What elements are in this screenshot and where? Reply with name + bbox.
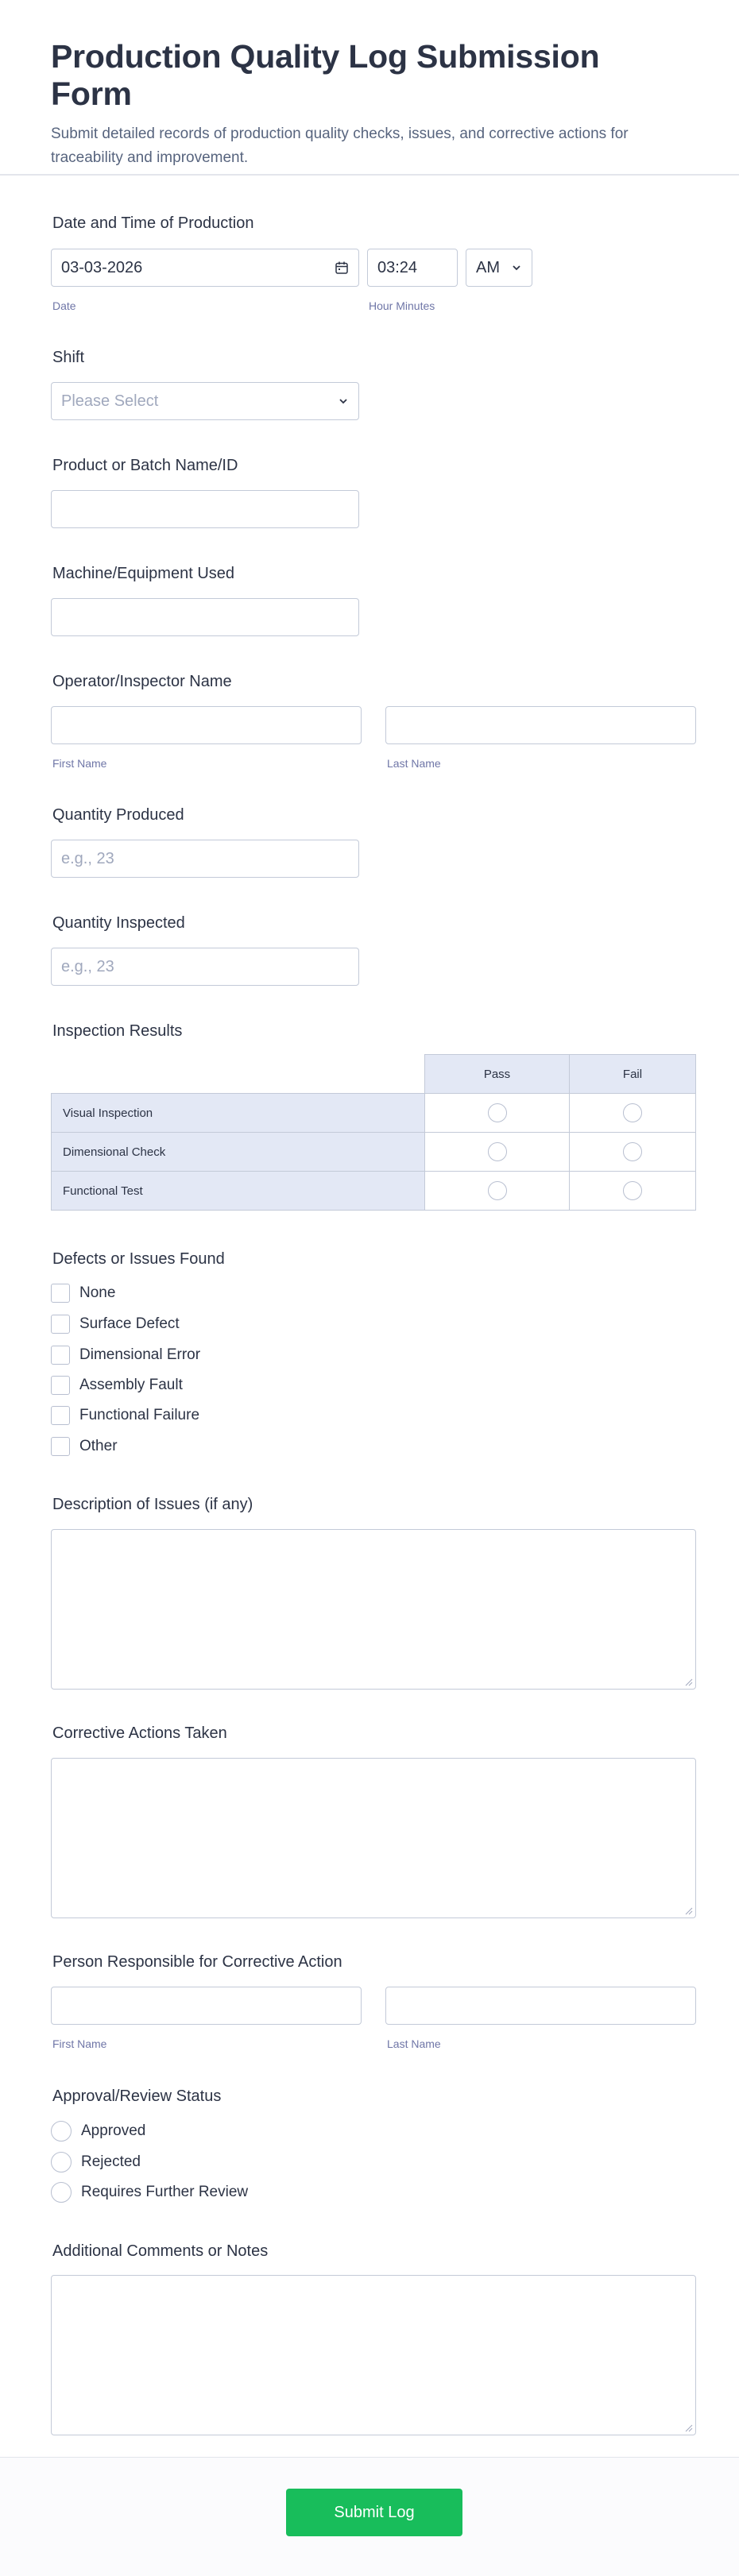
option-label: Requires Further Review — [81, 2184, 249, 2200]
matrix-cell — [424, 1132, 570, 1172]
matrix-row-functional-test: Functional Test — [51, 1171, 425, 1211]
form-header — [0, 0, 739, 176]
radio-button[interactable] — [51, 2182, 72, 2203]
visual-pass-radio[interactable] — [488, 1103, 507, 1122]
operator-first-sublabel: First Name — [52, 757, 107, 770]
responsible-label: Person Responsible for Corrective Action — [52, 1953, 342, 1971]
checkbox[interactable] — [51, 1315, 70, 1334]
product-input[interactable] — [51, 490, 359, 528]
time-sublabel: Hour Minutes — [369, 299, 435, 312]
checkbox[interactable] — [51, 1406, 70, 1425]
dimensional-pass-radio[interactable] — [488, 1142, 507, 1161]
qty-inspected-input[interactable] — [51, 948, 359, 986]
operator-last-name-input[interactable] — [385, 706, 696, 744]
defect-option-assembly[interactable] — [51, 1375, 183, 1396]
qty-inspected-placeholder: e.g., 23 — [61, 957, 114, 975]
responsible-last-sublabel: Last Name — [387, 2037, 441, 2050]
date-input[interactable] — [51, 249, 359, 287]
time-value: 03:24 — [377, 258, 418, 276]
calendar-icon[interactable] — [335, 261, 349, 275]
date-value: 03-03-2026 — [61, 258, 143, 276]
responsible-first-sublabel: First Name — [52, 2037, 107, 2050]
matrix-row-visual-inspection: Visual Inspection — [51, 1093, 425, 1133]
responsible-first-name-input[interactable] — [51, 1987, 362, 2025]
defects-label: Defects or Issues Found — [52, 1250, 225, 1268]
shift-placeholder: Please Select — [61, 392, 159, 410]
option-label: None — [79, 1284, 116, 1301]
time-input[interactable] — [367, 249, 458, 287]
option-label: Surface Defect — [79, 1315, 180, 1332]
description-label: Description of Issues (if any) — [52, 1496, 253, 1513]
resize-grip-icon[interactable] — [685, 2424, 693, 2432]
option-label: Assembly Fault — [79, 1377, 183, 1393]
radio-button[interactable] — [51, 2121, 72, 2142]
corrective-label: Corrective Actions Taken — [52, 1724, 227, 1742]
defect-option-none[interactable] — [51, 1283, 115, 1303]
qty-inspected-label: Quantity Inspected — [52, 914, 185, 932]
responsible-last-name-input[interactable] — [385, 1987, 696, 2025]
shift-label: Shift — [52, 349, 85, 366]
defect-option-dimensional[interactable] — [51, 1345, 200, 1365]
functional-pass-radio[interactable] — [488, 1181, 507, 1200]
matrix-row-dimensional-check: Dimensional Check — [51, 1132, 425, 1172]
description-textarea[interactable] — [51, 1529, 696, 1690]
approval-option-approved[interactable] — [51, 2121, 145, 2142]
defect-option-surface[interactable] — [51, 1314, 180, 1334]
visual-fail-radio[interactable] — [623, 1103, 642, 1122]
matrix-header-fail: Fail — [569, 1054, 696, 1094]
qty-produced-placeholder: e.g., 23 — [61, 849, 114, 867]
operator-last-sublabel: Last Name — [387, 757, 441, 770]
checkbox[interactable] — [51, 1346, 70, 1365]
option-label: Functional Failure — [79, 1407, 200, 1423]
chevron-down-icon — [511, 262, 522, 273]
matrix-cell — [424, 1171, 570, 1211]
resize-grip-icon[interactable] — [685, 1678, 693, 1686]
matrix-cell — [424, 1093, 570, 1133]
chevron-down-icon — [338, 396, 349, 407]
machine-label: Machine/Equipment Used — [52, 565, 235, 582]
ampm-select[interactable] — [466, 249, 532, 287]
dimensional-fail-radio[interactable] — [623, 1142, 642, 1161]
defect-option-other[interactable] — [51, 1436, 118, 1457]
option-label: Dimensional Error — [79, 1346, 201, 1363]
checkbox[interactable] — [51, 1376, 70, 1395]
defect-option-functional[interactable] — [51, 1405, 199, 1426]
matrix-header-pass: Pass — [424, 1054, 570, 1094]
approval-label: Approval/Review Status — [52, 2087, 222, 2105]
operator-label: Operator/Inspector Name — [52, 673, 232, 690]
page-title: Production Quality Log Submission Form — [51, 38, 600, 113]
option-label: Other — [79, 1438, 118, 1454]
matrix-cell — [569, 1093, 696, 1133]
inspection-label: Inspection Results — [52, 1022, 183, 1040]
checkbox[interactable] — [51, 1437, 70, 1456]
qty-produced-input[interactable] — [51, 840, 359, 878]
date-sublabel: Date — [52, 299, 76, 312]
shift-select[interactable] — [51, 382, 359, 420]
date-time-label: Date and Time of Production — [52, 214, 254, 232]
approval-option-rejected[interactable] — [51, 2152, 141, 2172]
corrective-textarea[interactable] — [51, 1758, 696, 1918]
checkbox[interactable] — [51, 1284, 70, 1303]
product-label: Product or Batch Name/ID — [52, 457, 238, 474]
comments-label: Additional Comments or Notes — [52, 2242, 269, 2260]
ampm-value: AM — [476, 258, 500, 276]
operator-first-name-input[interactable] — [51, 706, 362, 744]
page-subtitle: Submit detailed records of production quality checks, issues, and corrective actions for traceability and improvement. — [51, 126, 629, 166]
radio-button[interactable] — [51, 2152, 72, 2172]
approval-option-further-review[interactable] — [51, 2182, 248, 2203]
matrix-cell — [569, 1171, 696, 1211]
matrix-cell — [569, 1132, 696, 1172]
option-label: Approved — [81, 2122, 146, 2139]
resize-grip-icon[interactable] — [685, 1907, 693, 1915]
option-label: Rejected — [81, 2153, 141, 2170]
submit-button[interactable]: Submit Log — [286, 2489, 462, 2536]
qty-produced-label: Quantity Produced — [52, 806, 184, 824]
comments-textarea[interactable] — [51, 2275, 696, 2435]
machine-input[interactable] — [51, 598, 359, 636]
functional-fail-radio[interactable] — [623, 1181, 642, 1200]
